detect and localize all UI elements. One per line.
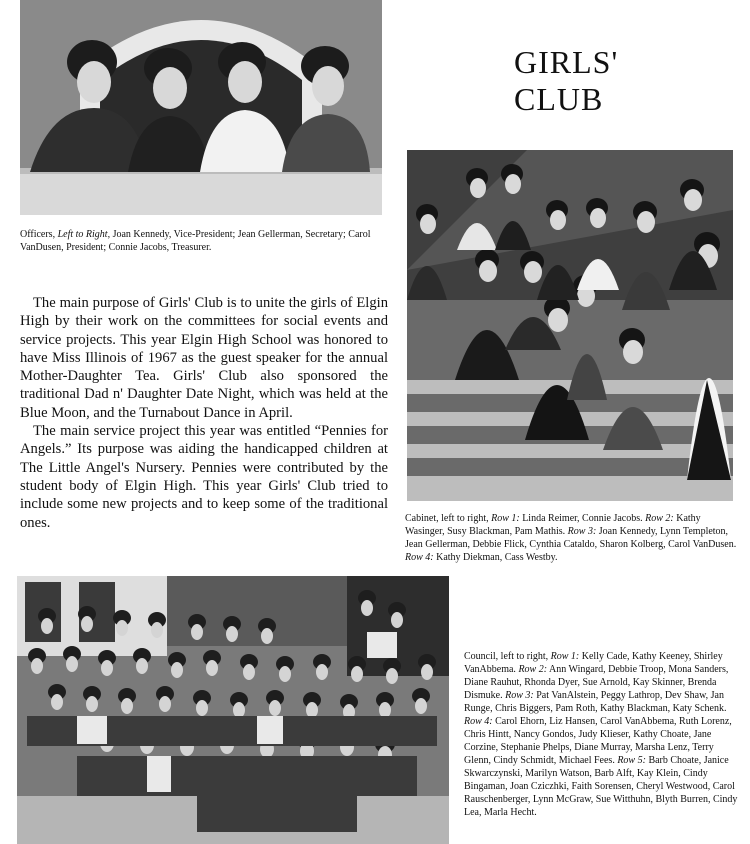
council-row-1-label: Row 1: bbox=[550, 651, 580, 662]
council-caption-lead: Council, left to right, bbox=[464, 651, 549, 662]
council-row-5-names: Barb Choate, Janice Skwarczynski, Marilyn Watson, Barb Alft, Kay Klein, Cindy Bingaman, Joan Cziczhki, Faith Sorensen, Cheryl Westwood, Carol Rauschenberger, Lynn McGraw, Sue Witthuhn, Blyth Burren, Cindy Lea, Marla Hecht. bbox=[464, 755, 738, 818]
council-row-4-names: Carol Ehorn, Liz Hansen, Carol VanAbbema, Ruth Lorenz, Chris Hintt, Nancy Gondos, Judy Klieser, Kathy Choate, Jane Corzine, Stephanie Phelps, Diane Murray, Marsha Lenz, Terry Glenn, Cindy Schmidt, Michael Fees. bbox=[464, 716, 732, 766]
officers-caption bbox=[20, 228, 382, 254]
title-line-2: CLUB bbox=[514, 81, 604, 117]
cabinet-row-4-names: Kathy Diekman, Cass Westby. bbox=[436, 552, 558, 563]
article-body bbox=[20, 294, 388, 532]
council-row-1-names: Kelly Cade, Kathy Keeney, Shirley VanAbbema. bbox=[464, 651, 723, 675]
page-title bbox=[514, 44, 664, 118]
officers-caption-names: Joan Kennedy, Vice-President; Jean Gellerman, Secretary; Carol VanDusen, President; Connie Jacobs, Treasurer. bbox=[20, 229, 371, 253]
cabinet-row-2-names: Kathy Wasinger, Susy Blackman, Pam Mathis. bbox=[405, 513, 701, 537]
cabinet-caption-lead: Cabinet, left to right, bbox=[405, 513, 489, 524]
council-row-2-label: Row 2: bbox=[518, 664, 548, 675]
title-line-1: GIRLS' bbox=[514, 44, 619, 80]
officers-photo bbox=[20, 0, 382, 215]
cabinet-row-1-label: Row 1: bbox=[491, 513, 520, 524]
cabinet-row-1-names: Linda Reimer, Connie Jacobs. bbox=[522, 513, 643, 524]
cabinet-photo bbox=[407, 150, 733, 501]
council-row-3-label: Row 3: bbox=[505, 690, 534, 701]
council-row-4-label: Row 4: bbox=[464, 716, 493, 727]
cabinet-row-2-label: Row 2: bbox=[645, 513, 674, 524]
cabinet-row-3-label: Row 3: bbox=[567, 526, 597, 537]
council-row-3-names: Pat VanAlstein, Peggy Lathrop, Dev Shaw, Jan Runge, Chris Biggers, Pam Roth, Kathy Blackman, Katy Schenk. bbox=[464, 690, 727, 714]
cabinet-row-4-label: Row 4: bbox=[405, 552, 434, 563]
body-paragraph-2: The main service project this year was entitled “Pennies for Angels.” Its purpose was aiding the handicapped children at The Little Angel's Nursery. Pennies were contributed by the student body of Elgin High. This year Girls' Club tried to include some new projects and to keep some of the traditional ones. bbox=[20, 423, 388, 531]
council-caption bbox=[464, 650, 738, 819]
officers-caption-lead: Officers, bbox=[20, 229, 56, 240]
council-row-2-names: Ann Wingard, Debbie Troop, Mona Sanders, Diane Rauhut, Rhonda Dyer, Sue Arnold, Kay Skinner, Brenda Dismuke. bbox=[464, 664, 729, 701]
cabinet-row-3-names: Joan Kennedy, Lynn Templeton, Jean Gellerman, Debbie Flick, Cynthia Cataldo, Sharon Kolberg, Carol VanDusen. bbox=[405, 526, 737, 550]
council-photo bbox=[17, 576, 449, 844]
council-row-5-label: Row 5: bbox=[617, 755, 646, 766]
cabinet-caption bbox=[405, 512, 737, 564]
officers-caption-ltr: Left to Right, bbox=[57, 229, 111, 240]
body-paragraph-1: The main purpose of Girls' Club is to unite the girls of Elgin High by their work on the committees for social events and service projects. This year Elgin High School was honored to have Miss Illinois of 1967 as the guest speaker for the annual Mother-Daughter Tea. Girls' Club also sponsored the traditional Dad n' Daughter Date Night, which was held at the Blue Moon, and the Turnabout Dance in April. bbox=[20, 295, 388, 421]
